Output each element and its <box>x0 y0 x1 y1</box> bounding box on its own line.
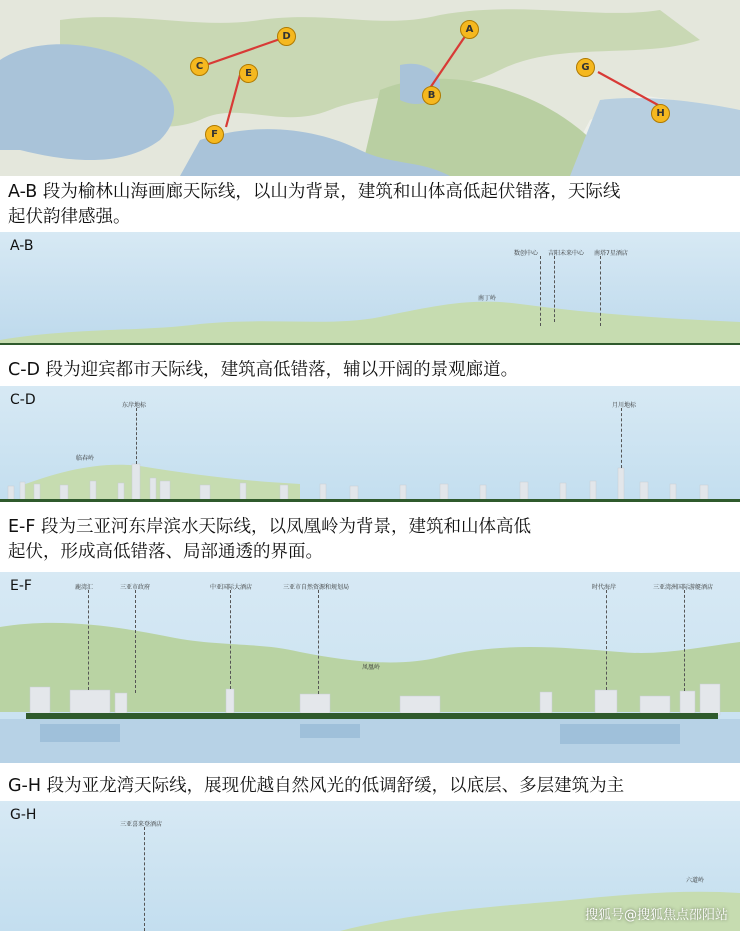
caption-ab-line2: 起伏韵律感强。 <box>8 207 131 227</box>
landmark-label: 三亚湾洲国际游艇酒店 <box>653 584 714 591</box>
ridge-label-cd: 临春岭 <box>76 455 95 462</box>
marker-f: F <box>205 125 224 144</box>
leader-line <box>554 256 555 322</box>
marker-h: H <box>651 104 670 123</box>
landmark-label: 三亚喜来登酒店 <box>120 821 163 828</box>
section-code-ef: E-F <box>10 578 32 594</box>
leader-line <box>136 408 137 464</box>
landmark-label: 数创中心 <box>514 250 539 257</box>
caption-gh <box>8 774 734 799</box>
marker-b: B <box>422 86 441 105</box>
caption-ef <box>8 515 734 565</box>
landmark-label: 月川地标 <box>612 402 637 409</box>
leader-line <box>144 827 145 931</box>
skyline-gh <box>0 801 740 931</box>
caption-ef-line1: E-F 段为三亚河东岸滨水天际线，以凤凰岭为背景，建筑和山体高低 <box>8 517 531 537</box>
landmark-label: 三亚市政府 <box>120 584 151 591</box>
section-code-cd: C-D <box>10 392 36 408</box>
ridge-label-ef: 凤凰岭 <box>362 664 381 671</box>
leader-line <box>230 590 231 689</box>
skyline-ab-graphic <box>0 232 740 345</box>
landmark-label: 吉阳未来中心 <box>548 250 585 257</box>
section-code-gh: G-H <box>10 807 37 823</box>
leader-line <box>684 590 685 691</box>
section-code-ab: A-B <box>10 238 34 254</box>
leader-line <box>88 590 89 690</box>
caption-ab <box>8 180 734 230</box>
marker-g: G <box>576 58 595 77</box>
landmark-label: 中亚国际大酒店 <box>210 584 253 591</box>
ridge-label-ab: 南丁岭 <box>478 295 497 302</box>
map-graphic <box>0 0 740 176</box>
skyline-ef <box>0 572 740 763</box>
ridge-label-gh: 六道岭 <box>686 877 705 884</box>
caption-ab-line1: A-B 段为榆林山海画廊天际线，以山为背景，建筑和山体高低起伏错落，天际线 <box>8 182 621 202</box>
caption-ef-line2: 起伏，形成高低错落、局部通透的界面。 <box>8 542 323 562</box>
leader-line <box>318 590 319 694</box>
landmark-label: 三亚市自然资源和规划局 <box>283 584 350 591</box>
marker-d: D <box>277 27 296 46</box>
skyline-ab <box>0 232 740 345</box>
marker-c: C <box>190 57 209 76</box>
leader-line <box>606 590 607 690</box>
marker-e: E <box>239 64 258 83</box>
marker-a: A <box>460 20 479 39</box>
landmark-label: 东岸地标 <box>122 402 147 409</box>
caption-cd-line1: C-D 段为迎宾都市天际线，建筑高低错落，辅以开阔的景观廊道。 <box>8 360 519 380</box>
caption-gh-line1: G-H 段为亚龙湾天际线，展现优越自然风光的低调舒缓，以底层、多层建筑为主 <box>8 776 625 796</box>
leader-line <box>135 590 136 693</box>
leader-line <box>540 256 541 326</box>
leader-line <box>621 408 622 468</box>
route-map <box>0 0 740 176</box>
leader-line <box>600 256 601 326</box>
landmark-label: 时代海岸 <box>592 584 617 591</box>
landmark-label: 南塔7星酒店 <box>594 250 628 257</box>
caption-cd <box>8 358 734 383</box>
skyline-cd <box>0 386 740 502</box>
landmark-label: 鹿湾汇 <box>75 584 94 591</box>
watermark: 搜狐号@搜狐焦点邵阳站 <box>584 908 728 923</box>
